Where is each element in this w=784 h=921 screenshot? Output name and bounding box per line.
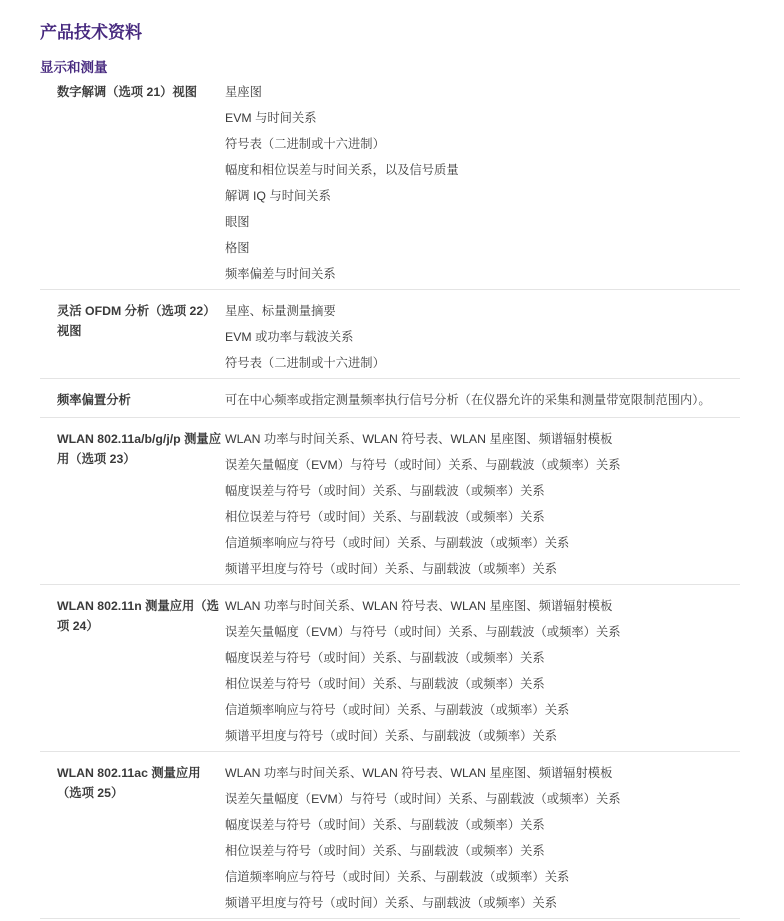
row-values [225,84,740,282]
spec-value: 相位误差与符号（或时间）关系、与副载波（或频率）关系 [225,510,545,524]
spec-value: 格图 [225,241,250,255]
spec-value: 幅度误差与符号（或时间）关系、与副载波（或频率）关系 [225,651,545,665]
spec-value: 误差矢量幅度（EVM）与符号（或时间）关系、与副载波（或频率）关系 [225,792,621,806]
spec-value: 幅度误差与符号（或时间）关系、与副载波（或频率）关系 [225,484,545,498]
row-label: WLAN 802.11n 测量应用（选项 24） [57,599,219,633]
spec-value: 解调 IQ 与时间关系 [225,189,331,203]
spec-value: 幅度和相位误差与时间关系，以及信号质量 [225,163,459,177]
spec-value: 眼图 [225,215,250,229]
spec-value: 可在中心频率或指定测量频率执行信号分析（在仪器允许的采集和测量带宽限制范围内）。 [225,393,711,407]
section-heading-display-and-measurement: 显示和测量 [40,60,108,75]
spec-value: 频谱平坦度与符号（或时间）关系、与副载波（或频率）关系 [225,896,558,910]
table-row-flexible-ofdm-views [40,290,740,379]
row-label: 灵活 OFDM 分析（选项 22）视图 [57,304,216,338]
spec-value: 星座图 [225,85,262,99]
spec-value: 符号表（二进制或十六进制） [225,137,385,151]
row-label: 数字解调（选项 21）视图 [57,85,198,99]
table-row-frequency-offset-analysis [40,379,740,418]
spec-value: WLAN 功率与时间关系、WLAN 符号表、WLAN 星座图、频谱辐射模板 [225,599,613,613]
row-values [225,765,740,911]
row-label: 频率偏置分析 [57,393,131,407]
spec-value: 符号表（二进制或十六进制） [225,356,385,370]
row-values [225,431,740,577]
spec-value: 频谱平坦度与符号（或时间）关系、与副载波（或频率）关系 [225,729,558,743]
spec-table [40,76,740,919]
spec-value: 幅度误差与符号（或时间）关系、与副载波（或频率）关系 [225,818,545,832]
spec-value: 频谱平坦度与符号（或时间）关系、与副载波（或频率）关系 [225,562,558,576]
spec-value: 误差矢量幅度（EVM）与符号（或时间）关系、与副载波（或频率）关系 [225,458,621,472]
spec-value: 星座、标量测量摘要 [225,304,336,318]
table-row-wlan-n-app [40,585,740,752]
page-title: 产品技术资料 [40,23,142,42]
spec-value: WLAN 功率与时间关系、WLAN 符号表、WLAN 星座图、频谱辐射模板 [225,432,613,446]
spec-value: 频率偏差与时间关系 [225,267,336,281]
spec-value: 信道频率响应与符号（或时间）关系、与副载波（或频率）关系 [225,536,570,550]
spec-value: 相位误差与符号（或时间）关系、与副载波（或频率）关系 [225,844,545,858]
spec-value: 误差矢量幅度（EVM）与符号（或时间）关系、与副载波（或频率）关系 [225,625,621,639]
spec-value: 信道频率响应与符号（或时间）关系、与副载波（或频率）关系 [225,870,570,884]
row-values [225,392,740,408]
table-row-wlan-abgjp-app [40,418,740,585]
spec-value: WLAN 功率与时间关系、WLAN 符号表、WLAN 星座图、频谱辐射模板 [225,766,613,780]
spec-value: 信道频率响应与符号（或时间）关系、与副载波（或频率）关系 [225,703,570,717]
spec-value: EVM 或功率与载波关系 [225,330,354,344]
row-values [225,303,740,371]
spec-value: EVM 与时间关系 [225,111,317,125]
row-label: WLAN 802.11a/b/g/j/p 测量应用（选项 23） [57,432,221,466]
row-values [225,598,740,744]
table-row-wlan-ac-app [40,752,740,919]
spec-value: 相位误差与符号（或时间）关系、与副载波（或频率）关系 [225,677,545,691]
row-label: WLAN 802.11ac 测量应用（选项 25） [57,766,201,800]
table-row-digital-demod-views [40,76,740,290]
